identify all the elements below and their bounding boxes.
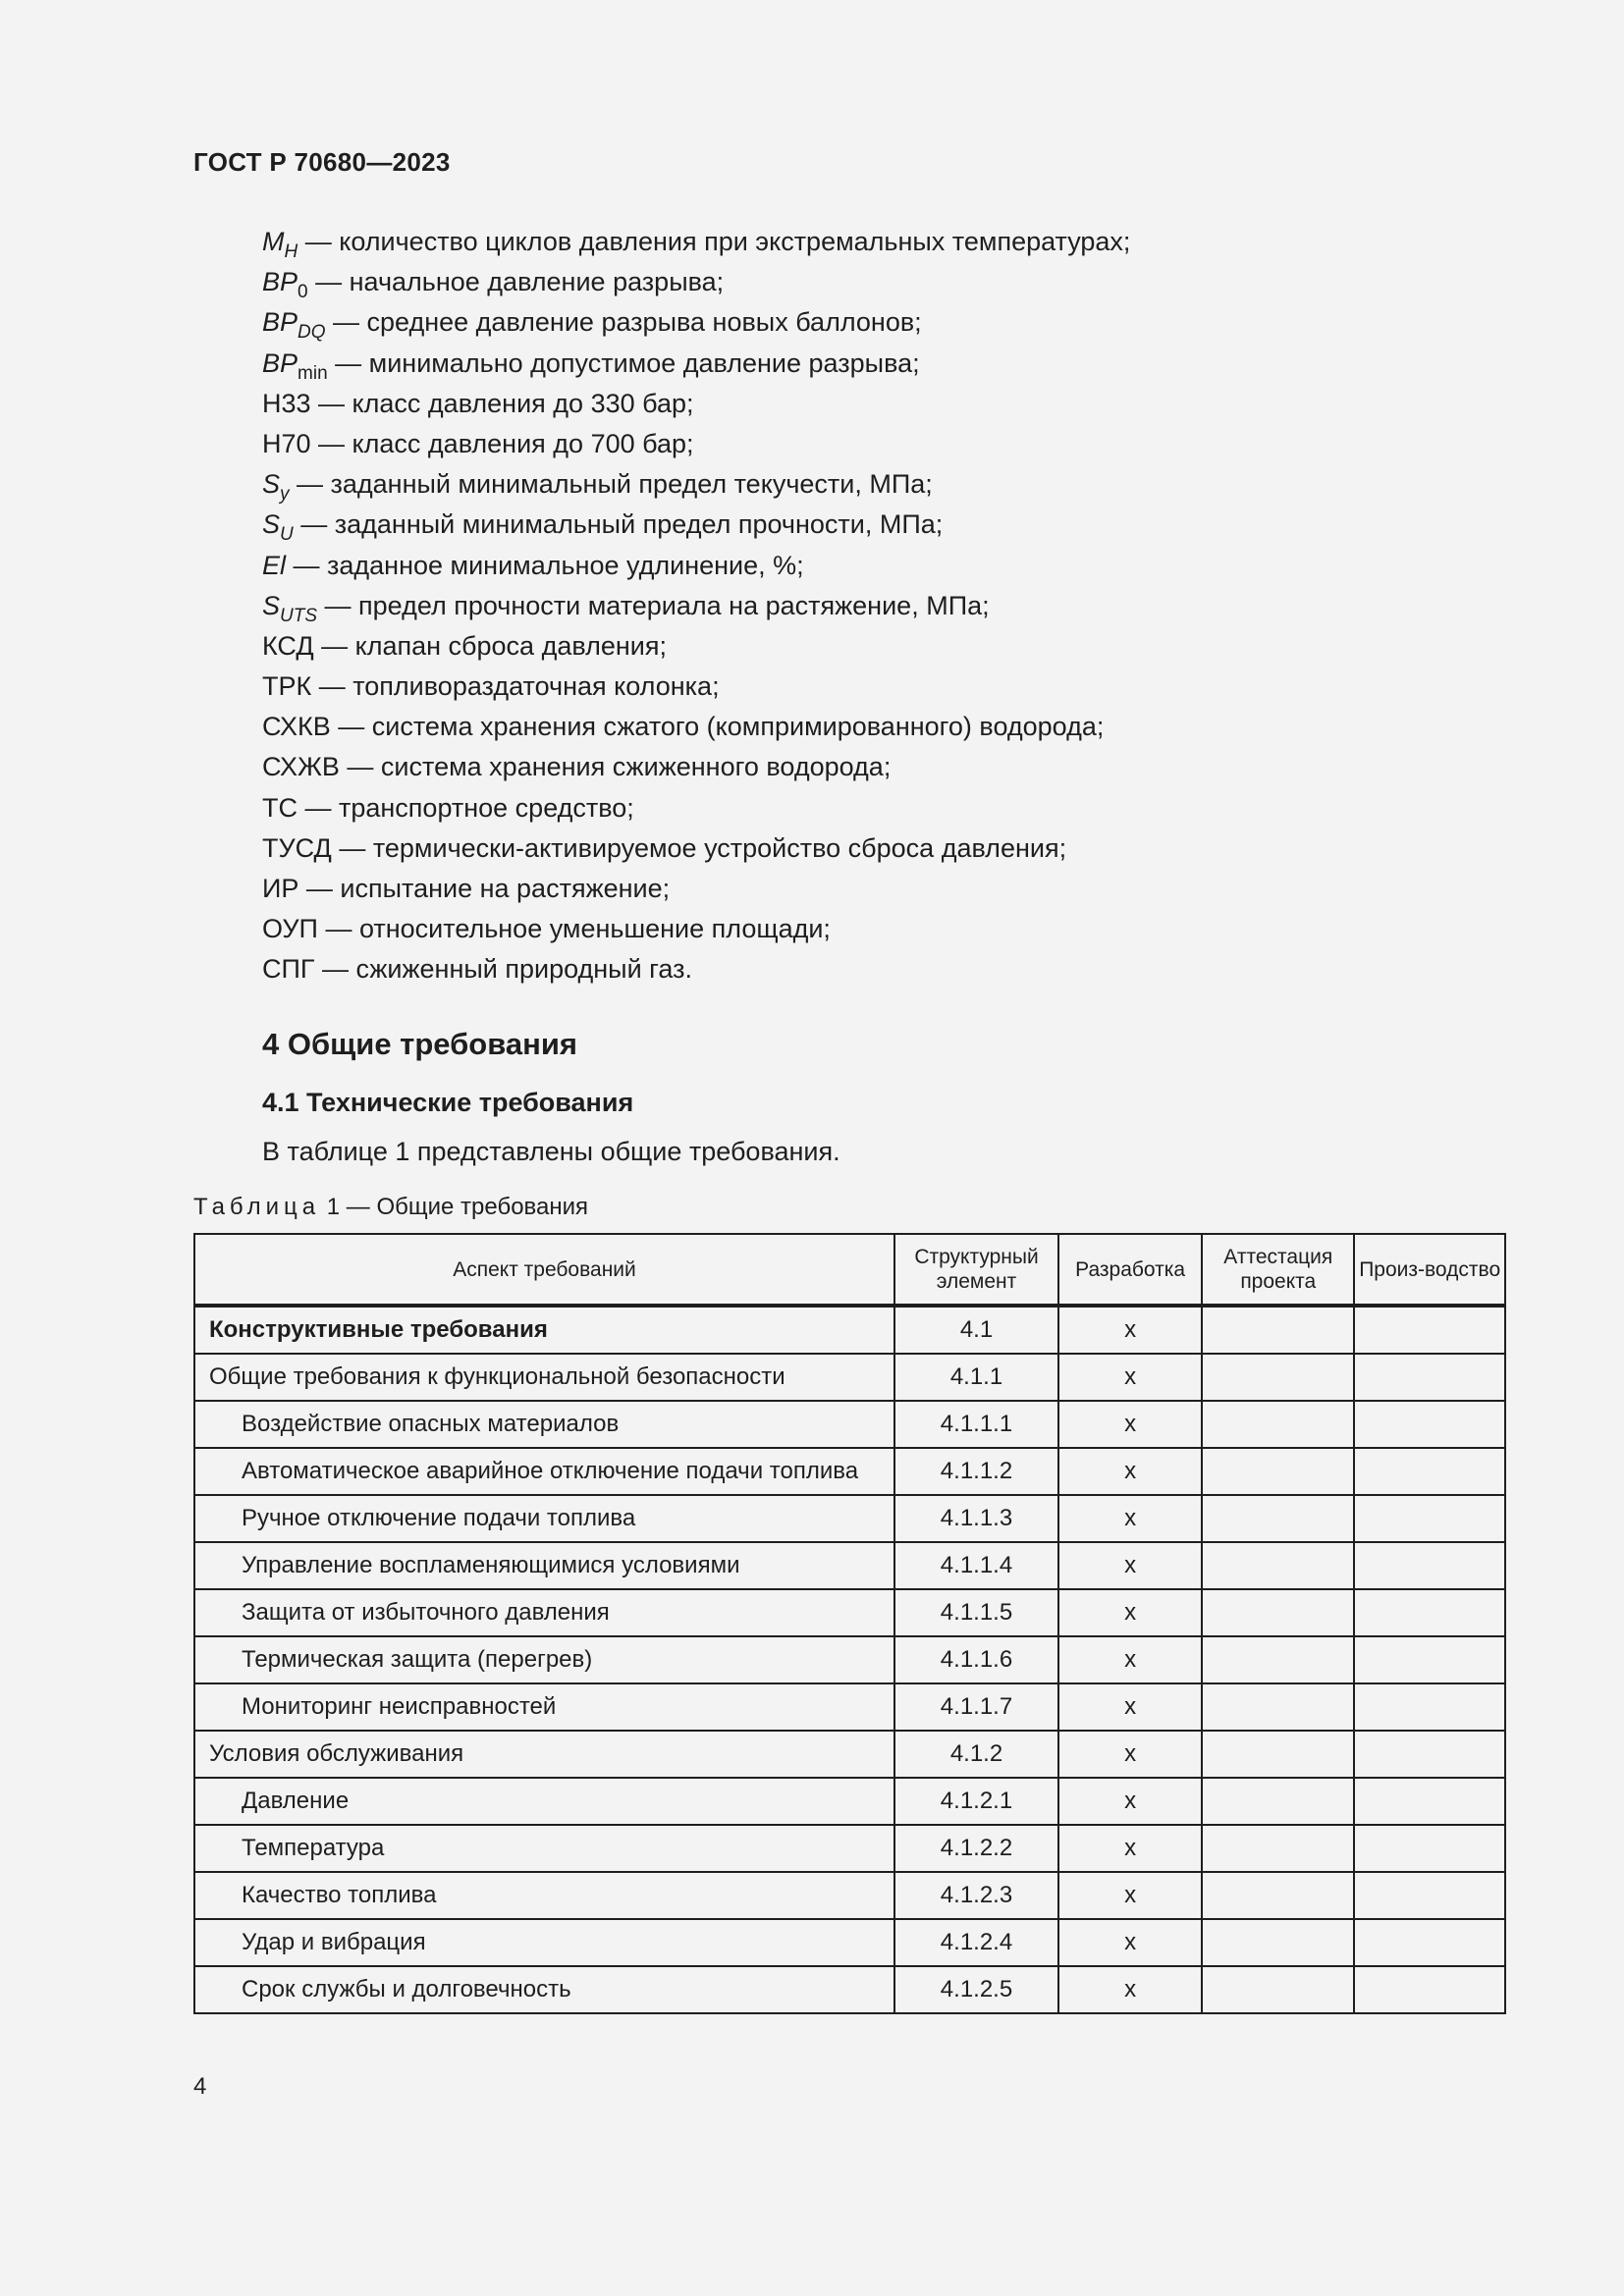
- cell-production: [1354, 1636, 1505, 1683]
- abbreviation-definition: — предел прочности материала на растяжение, МПа;: [317, 590, 990, 620]
- cell-design-certification: [1202, 1354, 1354, 1401]
- cell-structural-element: 4.1.2: [894, 1731, 1058, 1778]
- table-caption-rest: 1 — Общие требования: [320, 1194, 589, 1220]
- header-design-certification: Аттестация проекта: [1202, 1234, 1354, 1306]
- cell-production: [1354, 1448, 1505, 1495]
- table-row: [194, 1731, 1505, 1778]
- abbreviation-symbol: [262, 469, 290, 506]
- table-row: [194, 1683, 1505, 1731]
- cell-design-certification: [1202, 1683, 1354, 1731]
- cell-development: х: [1058, 1448, 1202, 1495]
- table-caption: [193, 1194, 588, 1221]
- cell-production: [1354, 1778, 1505, 1825]
- cell-structural-element: 4.1.2.3: [894, 1872, 1058, 1919]
- symbol-subscript: 0: [298, 282, 308, 303]
- cell-development: х: [1058, 1778, 1202, 1825]
- abbreviation-text: ОУП — относительное уменьшение площади;: [262, 914, 831, 944]
- abbreviation-text: СПГ — сжиженный природный газ.: [262, 954, 693, 985]
- symbol-subscript: U: [280, 524, 294, 546]
- abbreviation-text: ТРК — топливораздаточная колонка;: [262, 671, 720, 702]
- cell-production: [1354, 1872, 1505, 1919]
- abbreviation-text: ИР — испытание на растяжение;: [262, 874, 671, 903]
- abbreviation-text: Н33 — класс давления до 330 бар;: [262, 388, 694, 418]
- cell-aspect: Конструктивные требования: [194, 1306, 894, 1354]
- cell-production: [1354, 1825, 1505, 1872]
- symbol-base: BP: [262, 307, 298, 338]
- cell-aspect: Удар и вибрация: [194, 1919, 894, 1966]
- table-row: [194, 1448, 1505, 1495]
- table-row: [194, 1354, 1505, 1401]
- table-row: [194, 1872, 1505, 1919]
- page-number: 4: [193, 2073, 207, 2100]
- abbreviation-symbol: [262, 227, 298, 262]
- symbol-base: El: [262, 550, 287, 580]
- cell-development: х: [1058, 1919, 1202, 1966]
- abbreviation-item: [262, 909, 1539, 949]
- abbreviation-list: [262, 222, 1539, 990]
- cell-structural-element: 4.1.1: [894, 1354, 1058, 1401]
- cell-aspect: Ручное отключение подачи топлива: [194, 1495, 894, 1542]
- cell-development: х: [1058, 1872, 1202, 1919]
- cell-design-certification: [1202, 1589, 1354, 1636]
- header-production: Произ-водство: [1354, 1234, 1505, 1306]
- cell-design-certification: [1202, 1542, 1354, 1589]
- cell-aspect: Термическая защита (перегрев): [194, 1636, 894, 1683]
- abbreviation-definition: — заданное минимальное удлинение, %;: [286, 550, 804, 580]
- intro-paragraph: В таблице 1 представлены общие требования.: [262, 1137, 840, 1166]
- symbol-subscript: DQ: [298, 322, 326, 344]
- cell-production: [1354, 1542, 1505, 1589]
- cell-design-certification: [1202, 1919, 1354, 1966]
- cell-design-certification: [1202, 1448, 1354, 1495]
- cell-production: [1354, 1495, 1505, 1542]
- cell-design-certification: [1202, 1778, 1354, 1825]
- cell-structural-element: 4.1.1.6: [894, 1636, 1058, 1683]
- table-row: [194, 1495, 1505, 1542]
- table-caption-label: Таблица: [193, 1194, 321, 1220]
- table-row: [194, 1589, 1505, 1636]
- cell-aspect: Мониторинг неисправностей: [194, 1683, 894, 1731]
- cell-design-certification: [1202, 1306, 1354, 1354]
- cell-design-certification: [1202, 1731, 1354, 1778]
- abbreviation-item: [262, 586, 1539, 626]
- cell-development: х: [1058, 1683, 1202, 1731]
- abbreviation-item: [262, 302, 1539, 343]
- cell-production: [1354, 1683, 1505, 1731]
- symbol-base: M: [262, 227, 285, 256]
- cell-design-certification: [1202, 1636, 1354, 1683]
- table-row: [194, 1636, 1505, 1683]
- abbreviation-definition: — заданный минимальный предел прочности, МПа;: [293, 509, 944, 540]
- cell-design-certification: [1202, 1966, 1354, 2013]
- abbreviation-item: [262, 667, 1539, 707]
- abbreviation-item: [262, 344, 1539, 384]
- symbol-base: S: [262, 509, 281, 540]
- abbreviation-text: СХЖВ — система хранения сжиженного водорода;: [262, 752, 892, 782]
- abbreviation-symbol: [262, 307, 326, 344]
- symbol-base: S: [262, 590, 281, 620]
- cell-production: [1354, 1966, 1505, 2013]
- section-title: 4 Общие требования: [262, 1027, 577, 1061]
- symbol-subscript: UTS: [280, 605, 318, 626]
- abbreviation-text: СХКВ — система хранения сжатого (компримированного) водорода;: [262, 712, 1105, 742]
- abbreviation-item: [262, 626, 1539, 667]
- cell-aspect: Управление воспламеняющимися условиями: [194, 1542, 894, 1589]
- cell-development: х: [1058, 1589, 1202, 1636]
- cell-structural-element: 4.1: [894, 1306, 1058, 1354]
- cell-aspect: Условия обслуживания: [194, 1731, 894, 1778]
- abbreviation-symbol: [262, 590, 318, 626]
- cell-development: х: [1058, 1401, 1202, 1448]
- abbreviation-definition: — среднее давление разрыва новых баллонов;: [325, 307, 922, 338]
- symbol-subscript: min: [298, 362, 328, 384]
- cell-development: х: [1058, 1354, 1202, 1401]
- cell-aspect: Температура: [194, 1825, 894, 1872]
- table-row: [194, 1825, 1505, 1872]
- cell-production: [1354, 1731, 1505, 1778]
- symbol-base: S: [262, 469, 281, 500]
- cell-development: х: [1058, 1825, 1202, 1872]
- table-row: [194, 1542, 1505, 1589]
- cell-development: х: [1058, 1636, 1202, 1683]
- cell-aspect: Давление: [194, 1778, 894, 1825]
- table-row: [194, 1919, 1505, 1966]
- cell-aspect: Автоматическое аварийное отключение подачи топлива: [194, 1448, 894, 1495]
- cell-design-certification: [1202, 1872, 1354, 1919]
- abbreviation-text: Н70 — класс давления до 700 бар;: [262, 428, 694, 458]
- table-row: [194, 1778, 1505, 1825]
- cell-design-certification: [1202, 1495, 1354, 1542]
- subsection-title: 4.1 Технические требования: [262, 1088, 634, 1117]
- abbreviation-item: [262, 505, 1539, 545]
- abbreviation-item: [262, 949, 1539, 989]
- requirements-table: [193, 1233, 1506, 2014]
- abbreviation-item: [262, 384, 1539, 424]
- abbreviation-item: [262, 869, 1539, 909]
- table-row: [194, 1401, 1505, 1448]
- document-header: ГОСТ Р 70680—2023: [193, 147, 451, 177]
- abbreviation-text: ТУСД — термически-активируемое устройство сброса давления;: [262, 832, 1067, 863]
- abbreviation-item: [262, 464, 1539, 505]
- symbol-subscript: H: [284, 241, 298, 262]
- cell-production: [1354, 1919, 1505, 1966]
- abbreviation-item: [262, 747, 1539, 787]
- header-structural-element: Структурный элемент: [894, 1234, 1058, 1306]
- abbreviation-symbol: [262, 267, 308, 303]
- symbol-subscript: y: [280, 484, 290, 506]
- abbreviation-text: ТС — транспортное средство;: [262, 792, 634, 823]
- cell-aspect: Защита от избыточного давления: [194, 1589, 894, 1636]
- cell-structural-element: 4.1.1.7: [894, 1683, 1058, 1731]
- abbreviation-definition: — минимально допустимое давление разрыва;: [327, 347, 920, 378]
- cell-development: х: [1058, 1495, 1202, 1542]
- abbreviation-definition: — количество циклов давления при экстремальных температурах;: [298, 227, 1131, 256]
- cell-aspect: Воздействие опасных материалов: [194, 1401, 894, 1448]
- cell-production: [1354, 1401, 1505, 1448]
- abbreviation-definition: — начальное давление разрыва;: [307, 267, 725, 297]
- abbreviation-definition: — заданный минимальный предел текучести, МПа;: [289, 469, 933, 500]
- cell-structural-element: 4.1.1.1: [894, 1401, 1058, 1448]
- abbreviation-text: КСД — клапан сброса давления;: [262, 630, 667, 661]
- cell-aspect: Срок службы и долговечность: [194, 1966, 894, 2013]
- abbreviation-symbol: [262, 347, 328, 384]
- cell-production: [1354, 1354, 1505, 1401]
- cell-structural-element: 4.1.1.5: [894, 1589, 1058, 1636]
- cell-development: х: [1058, 1731, 1202, 1778]
- symbol-base: BP: [262, 347, 298, 378]
- header-aspect: Аспект требований: [194, 1234, 894, 1306]
- cell-development: х: [1058, 1966, 1202, 2013]
- cell-design-certification: [1202, 1825, 1354, 1872]
- cell-production: [1354, 1306, 1505, 1354]
- cell-structural-element: 4.1.1.4: [894, 1542, 1058, 1589]
- table-header-row: [194, 1234, 1505, 1306]
- cell-structural-element: 4.1.2.1: [894, 1778, 1058, 1825]
- abbreviation-symbol: [262, 509, 294, 546]
- abbreviation-item: [262, 707, 1539, 747]
- cell-design-certification: [1202, 1401, 1354, 1448]
- cell-structural-element: 4.1.1.3: [894, 1495, 1058, 1542]
- abbreviation-item: [262, 222, 1539, 262]
- cell-structural-element: 4.1.1.2: [894, 1448, 1058, 1495]
- table-row: [194, 1966, 1505, 2013]
- header-development: Разработка: [1058, 1234, 1202, 1306]
- cell-structural-element: 4.1.2.4: [894, 1919, 1058, 1966]
- abbreviation-item: [262, 788, 1539, 828]
- abbreviation-item: [262, 546, 1539, 586]
- cell-structural-element: 4.1.2.2: [894, 1825, 1058, 1872]
- abbreviation-symbol: [262, 551, 286, 580]
- cell-production: [1354, 1589, 1505, 1636]
- cell-structural-element: 4.1.2.5: [894, 1966, 1058, 2013]
- cell-aspect: Качество топлива: [194, 1872, 894, 1919]
- abbreviation-item: [262, 424, 1539, 464]
- cell-development: х: [1058, 1306, 1202, 1354]
- cell-development: х: [1058, 1542, 1202, 1589]
- table-row: [194, 1306, 1505, 1354]
- symbol-base: BP: [262, 267, 298, 297]
- cell-aspect: Общие требования к функциональной безопасности: [194, 1354, 894, 1401]
- abbreviation-item: [262, 828, 1539, 869]
- abbreviation-item: [262, 262, 1539, 302]
